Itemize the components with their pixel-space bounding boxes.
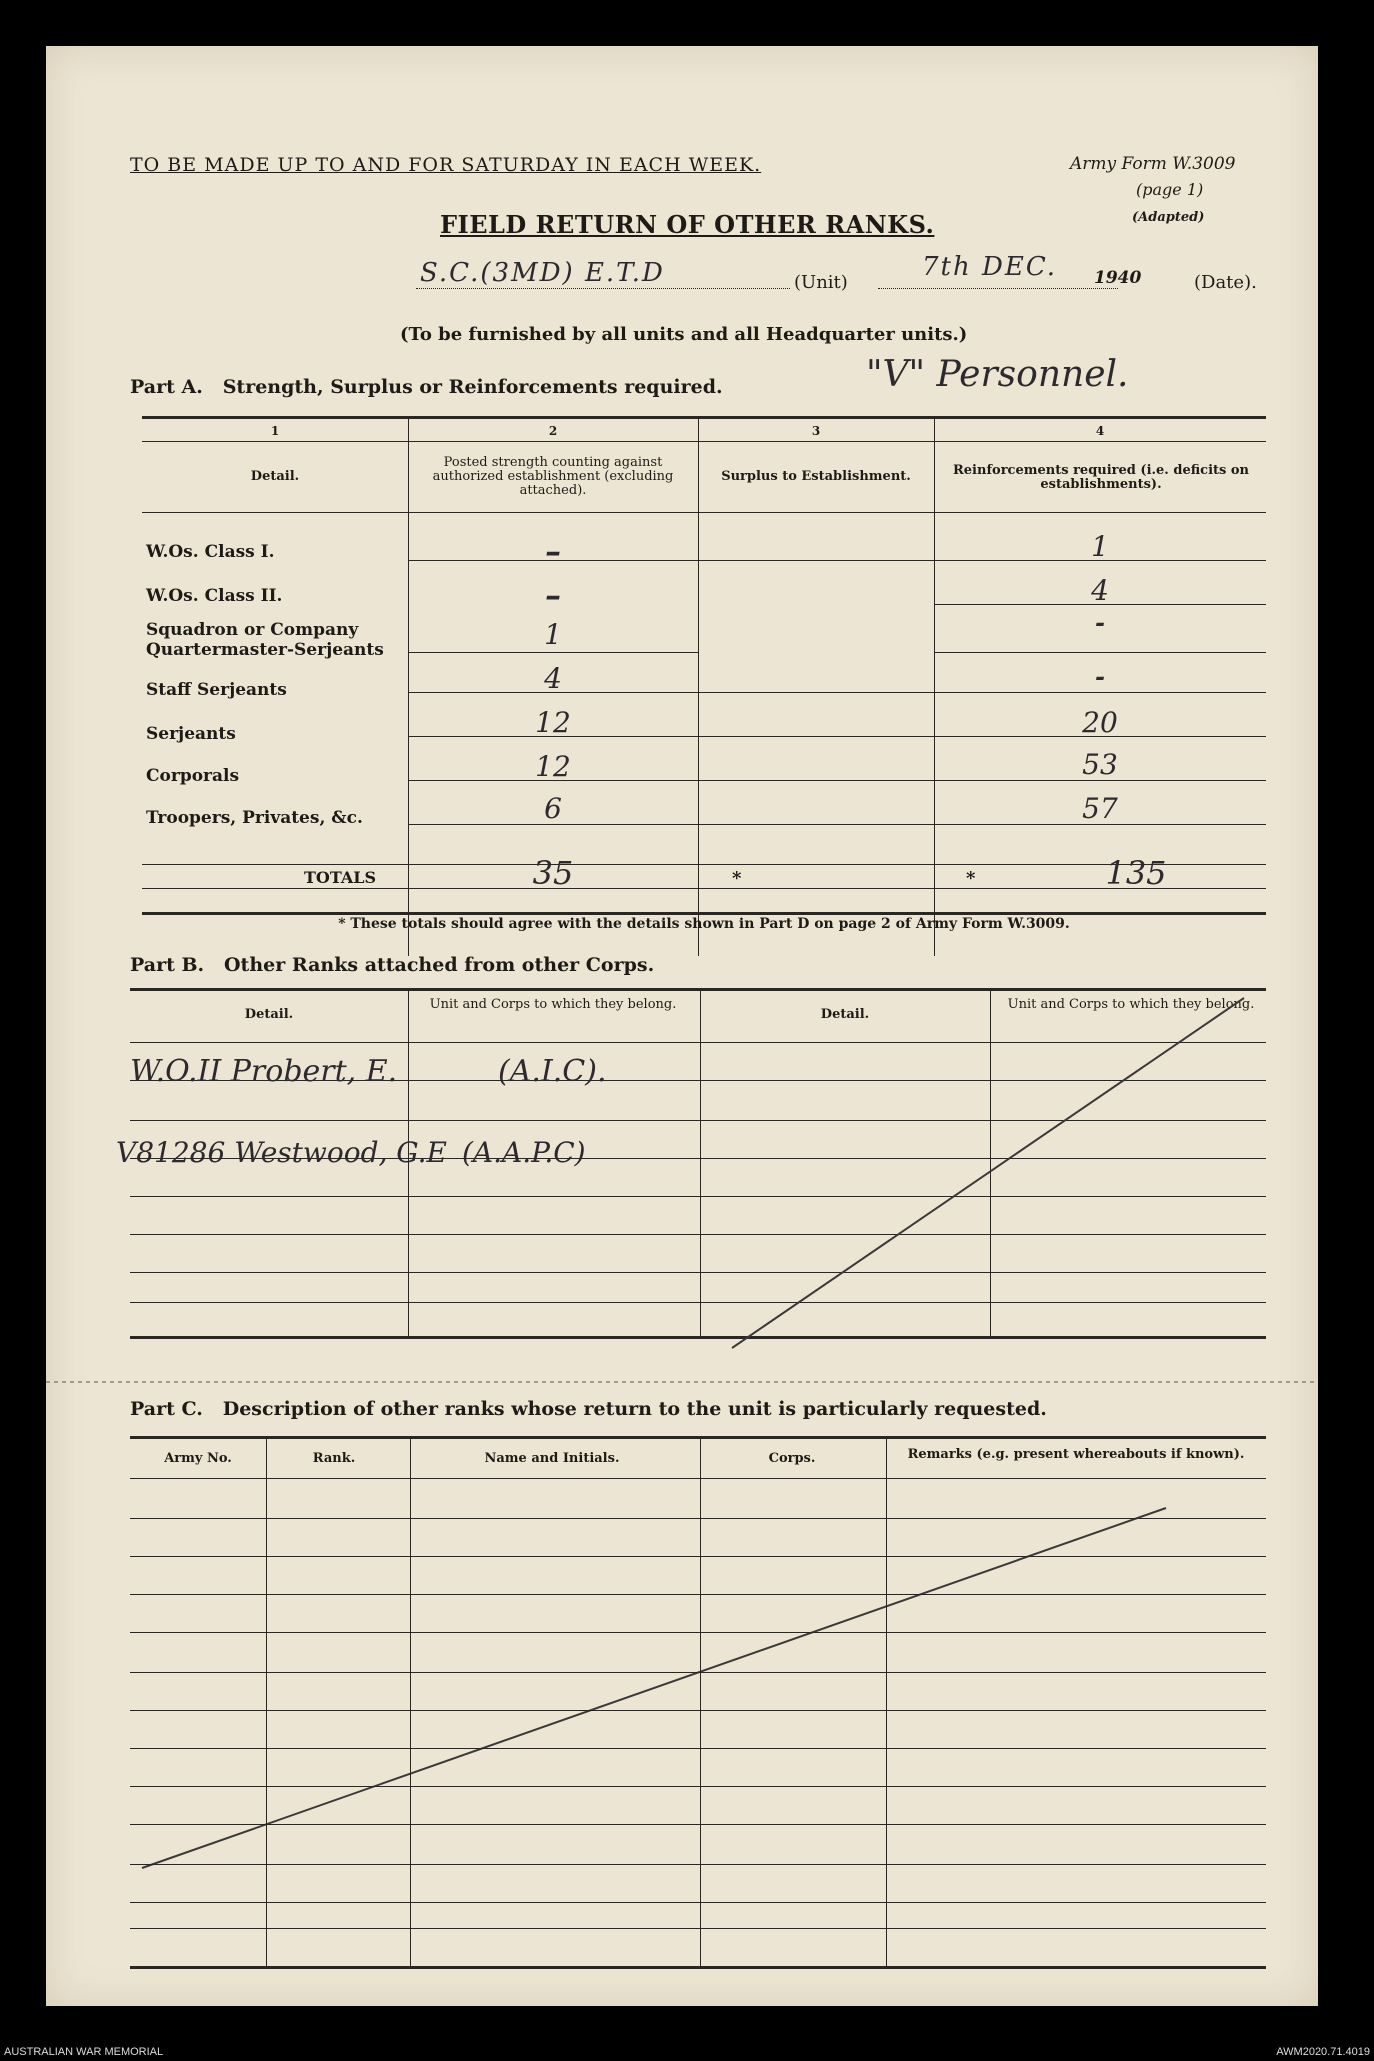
reinf-value: - (1095, 608, 1105, 637)
weekly-instruction: TO BE MADE UP TO AND FOR SATURDAY IN EACH WEEK. (130, 154, 762, 176)
posted-value: 12 (535, 750, 571, 783)
part-c-rule (130, 1824, 1266, 1825)
reinf-value: 1 (1091, 530, 1109, 563)
totals-posted: 35 (532, 854, 574, 892)
date-day-value: 7th DEC. (922, 252, 1058, 282)
part-c-col-line (886, 1436, 887, 1966)
posted-value: 6 (544, 792, 562, 825)
part-c-rule (130, 1748, 1266, 1749)
row-detail: Squadron or Company Quartermaster-Serjeants (146, 620, 384, 660)
part-c-col-header: Name and Initials. (484, 1451, 620, 1466)
part-c-col-line (410, 1436, 411, 1966)
part-b-cancel-line (732, 998, 1244, 1348)
part-c-rule (130, 1594, 1266, 1595)
part-b-entry-unit: (A.I.C). (498, 1054, 607, 1089)
row-detail: Serjeants (146, 724, 236, 744)
reinf-value: 57 (1082, 792, 1118, 825)
part-b-col-header: Detail. (820, 1007, 870, 1022)
date-year: 1940 (1094, 268, 1142, 288)
row-detail: W.Os. Class I. (146, 542, 275, 562)
part-c-col-header: Rank. (312, 1451, 356, 1466)
col-number: 1 (270, 424, 280, 438)
row-detail: Corporals (146, 766, 240, 786)
part-c-rule (130, 1556, 1266, 1557)
part-c-rule (130, 1672, 1266, 1673)
cancel-strikes (46, 46, 1318, 2006)
form-number: Army Form W.3009 (1070, 154, 1236, 174)
part-c-rule (130, 1710, 1266, 1711)
footer-accession: AWM2020.71.4019 (1276, 2046, 1370, 2058)
col-number: 2 (548, 424, 558, 438)
row-detail: Troopers, Privates, &c. (146, 808, 363, 828)
posted-value: – (545, 532, 561, 570)
part-b-entry-detail: V81286 Westwood, G.E (116, 1136, 447, 1169)
part-a-annotation: "V" Personnel. (866, 354, 1129, 395)
part-c-bottom-rule (130, 1966, 1266, 1969)
date-label: (Date). (1194, 272, 1257, 293)
part-c-rule (130, 1928, 1266, 1929)
part-c-top-rule (130, 1436, 1266, 1439)
col-header-posted: Posted strength counting against authorized establishment (excluding attached). (432, 455, 674, 498)
reinf-value: 20 (1082, 706, 1118, 739)
posted-value: 4 (544, 662, 562, 695)
part-b-col-header: Detail. (244, 1007, 294, 1022)
part-c-col-line (266, 1436, 267, 1966)
footer-credit: AUSTRALIAN WAR MEMORIAL (4, 2046, 164, 2058)
reinf-value: 4 (1091, 574, 1109, 607)
totals-reinf-mark: * (966, 868, 976, 889)
part-c-cancel-line (142, 1508, 1166, 1868)
totals-note: * These totals should agree with the details shown in Part D on page 2 of Army Form W.3009. (338, 916, 1070, 932)
totals-label: TOTALS (304, 868, 377, 887)
totals-surplus-mark: * (732, 868, 742, 889)
part-b-entry-detail: W.O.II Probert, E. (130, 1054, 398, 1089)
form-page (46, 46, 1318, 2006)
col-number: 3 (811, 424, 821, 438)
row-detail: Staff Serjeants (146, 680, 287, 700)
col-header-reinforcements: Reinforcements required (i.e. deficits on establishments). (952, 463, 1249, 492)
part-c-col-line (700, 1436, 701, 1966)
posted-value: – (545, 576, 561, 614)
unit-value: S.C.(3MD) E.T.D (420, 258, 665, 288)
reinf-value: - (1095, 662, 1105, 691)
row-detail: W.Os. Class II. (146, 586, 283, 606)
part-b-col-header: Unit and Corps to which they belong. (1007, 997, 1255, 1012)
part-c-heading: Part C. Description of other ranks whose return to the unit is particularly requested. (130, 1398, 1047, 1420)
part-a-heading: Part A. Strength, Surplus or Reinforcements required. (130, 376, 723, 398)
part-c-rule (130, 1518, 1266, 1519)
part-c-rule (130, 1478, 1266, 1479)
part-c-col-header: Remarks (e.g. present whereabouts if known). (907, 1447, 1245, 1462)
posted-value: 1 (544, 618, 562, 651)
part-c-rule (130, 1902, 1266, 1903)
reinf-value: 53 (1082, 748, 1118, 781)
form-page-number: (page 1) (1136, 180, 1204, 199)
part-c-rule (130, 1786, 1266, 1787)
col-header-detail: Detail. (250, 469, 300, 484)
posted-value: 12 (535, 706, 571, 739)
col-header-surplus: Surplus to Establishment. (721, 469, 911, 484)
furnished-note: (To be furnished by all units and all Headquarter units.) (400, 324, 968, 345)
part-c-rule (130, 1632, 1266, 1633)
part-c-rule (130, 1864, 1266, 1865)
part-c-col-header: Corps. (768, 1451, 816, 1466)
totals-reinf: 135 (1105, 854, 1167, 892)
part-b-heading: Part B. Other Ranks attached from other Corps. (130, 954, 655, 976)
unit-label: (Unit) (794, 272, 848, 293)
part-b-entry-unit: (A.A.P.C) (462, 1136, 586, 1169)
col-number: 4 (1095, 424, 1105, 438)
part-b-col-header: Unit and Corps to which they belong. (429, 997, 677, 1012)
form-title: FIELD RETURN OF OTHER RANKS. (440, 210, 935, 239)
part-c-col-header: Army No. (164, 1451, 232, 1466)
form-adapted: (Adapted) (1132, 210, 1205, 225)
